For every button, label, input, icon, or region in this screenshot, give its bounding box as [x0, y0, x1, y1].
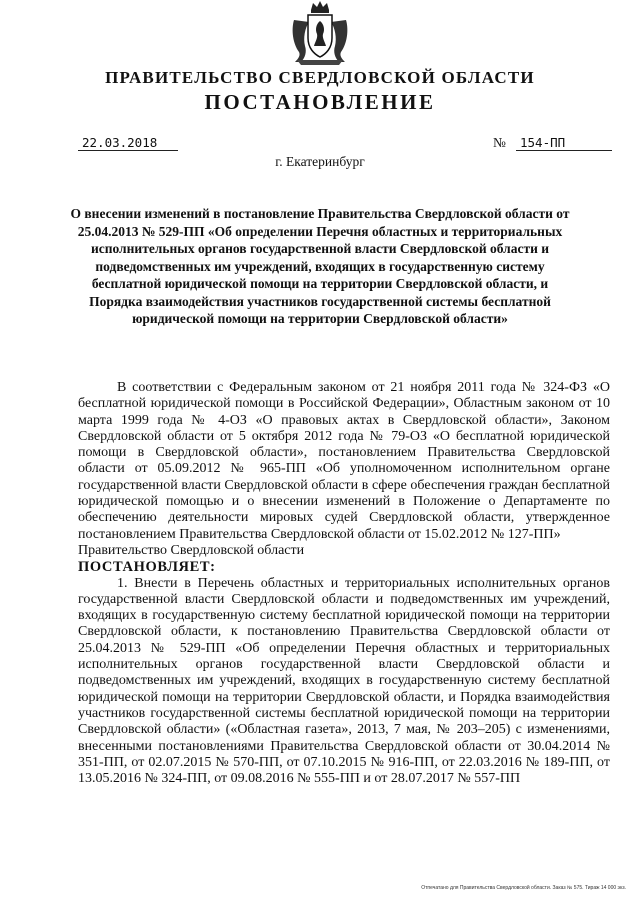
decree-title: О внесении изменений в постановление Правительства Свердловской области от 25.04.2013 № 529-ПП «Об определении Перечня областных и территориальных исполнительных органов государственной власти Свердловской области и подведомственных им учреждений, входящих в государственную систему бесплатной юридической помощи на территории Свердловской области, и Порядка взаимодействия участников государственной системы бесплатной юридической помощи на территории Свердловской области» [70, 206, 570, 326]
preamble-paragraph: В соответствии с Федеральным законом от 21 ноября 2011 года № 324-ФЗ «О бесплатной юридической помощи в Российской Федерации», Областным законом от 10 марта 1999 года № 4-ОЗ «О правовых актах в Свердловской области», Законом Свердловской области от 5 октября 2012 года № 79-ОЗ «О бесплатной юридической помощи в Свердловской области», постановлением Правительства Свердловской области от 05.09.2012 № 965-ПП «Об уполномоченном исполнительном органе государственной власти Свердловской области в сфере обеспечения граждан бесплатной юридической помощью и о внесении изменений в Положение о Департаменте по обеспечению деятельности мировых судей Свердловской области, утвержденное постановлением Правительства Свердловской области от 15.02.2012 № 127-ПП» [78, 380, 610, 542]
decree-body [78, 380, 610, 787]
decree-number: 154-ПП [516, 135, 612, 151]
city-name: г. Екатеринбург [275, 154, 365, 169]
preamble-end: Правительство Свердловской области [78, 542, 305, 558]
resolves-heading: ПОСТАНОВЛЯЕТ: [78, 559, 216, 576]
government-name: ПРАВИТЕЛЬСТВО СВЕРДЛОВСКОЙ ОБЛАСТИ [105, 68, 535, 87]
item-1-paragraph: 1. Внести в Перечень областных и территориальных исполнительных органов государственной власти Свердловской области и подведомственных им учреждений, входящих в государственную систему бесплатной юридической помощи на территории Свердловской области, к постановлению Правительства Свердловской области от 25.04.2013 № 529-ПП «Об определении Перечня областных и территориальных исполнительных органов государственной власти Свердловской области и подведомственных им учреждений, входящих в государственную систему бесплатной юридической помощи на территории Свердловской области, и Порядка взаимодействия участников государственной системы бесплатной юридической помощи на территории Свердловской области» («Областная газета», 2013, 7 мая, № 203–205) с изменениями, внесенными постановлениями Правительства Свердловской области от 30.04.2014 № 351-ПП, от 02.07.2015 № 570-ПП, от 07.10.2015 № 916-ПП, от 22.03.2016 № 189-ПП, от 13.05.2016 № 324-ПП, от 09.08.2016 № 555-ПП и от 28.07.2017 № 557-ПП [78, 575, 610, 787]
document-type: ПОСТАНОВЛЕНИЕ [204, 90, 436, 114]
decree-date: 22.03.2018 [78, 135, 178, 151]
number-sign: № [493, 135, 506, 150]
coat-of-arms-icon [289, 0, 351, 66]
print-footnote: Отпечатано для Правительства Свердловской области. Заказ № 575. Тираж 14 000 экз. [421, 885, 626, 891]
